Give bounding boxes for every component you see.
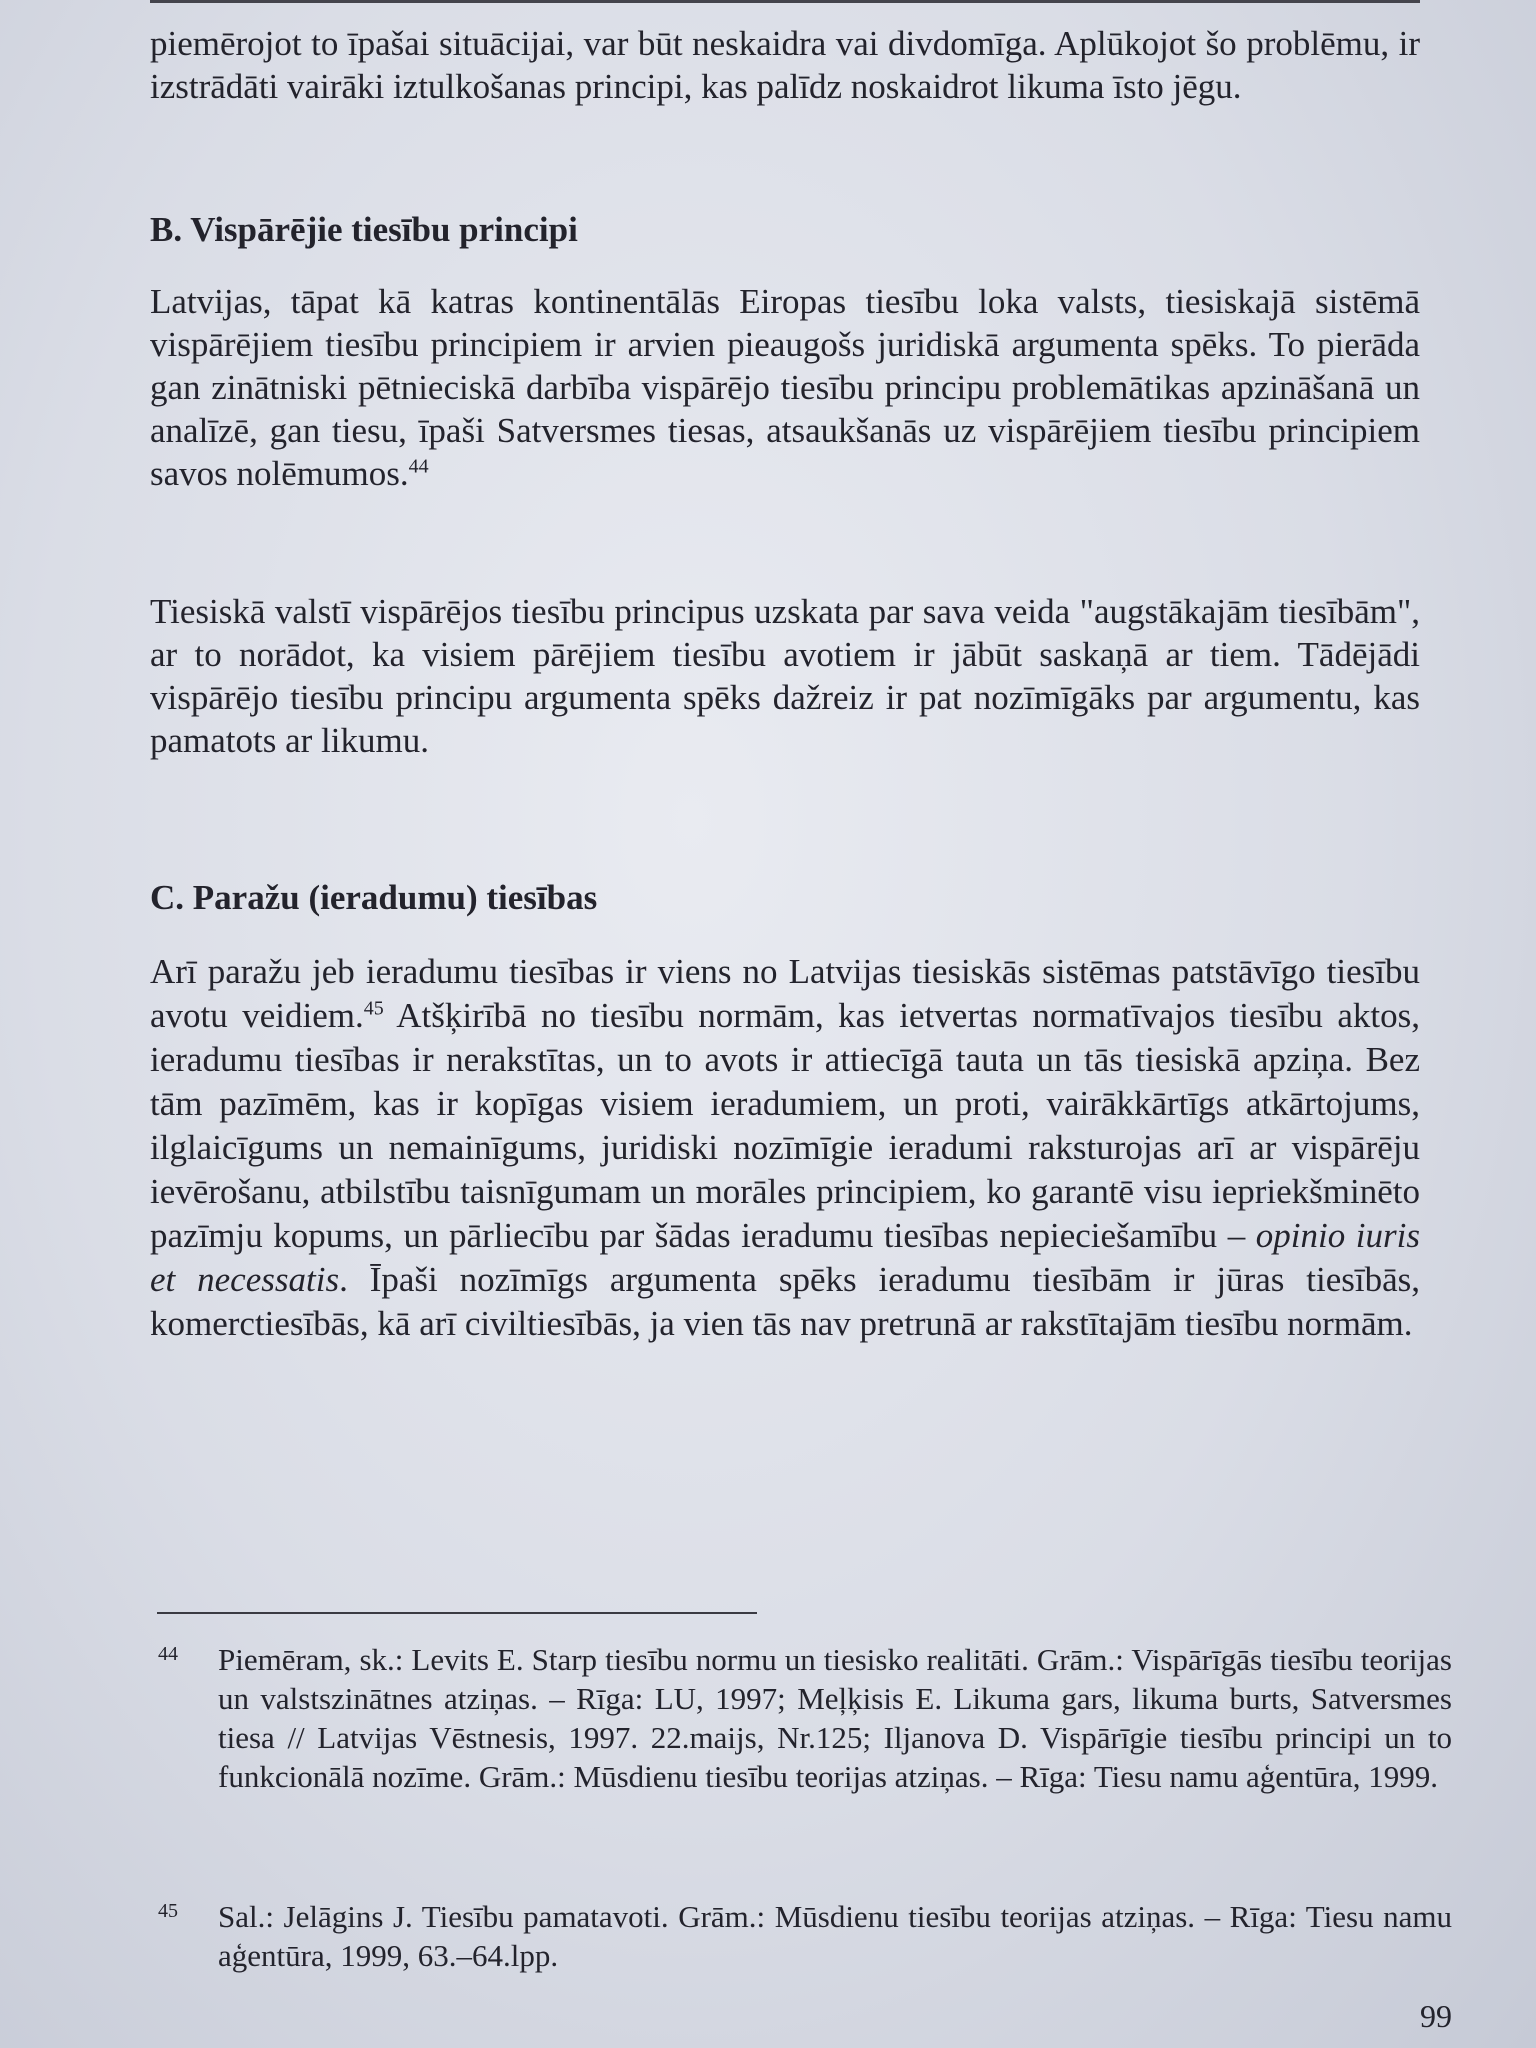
page-number: 99 [1420, 1998, 1452, 2034]
footnote-44-number: 44 [158, 1643, 178, 1665]
latin-phrase: opinio iuris et necessatis [150, 1216, 1421, 1299]
footnote-45: Sal.: Jelāgins J. Tiesību pamatavoti. Grām.: Mūsdienu tiesību teorijas atziņas. – Rīga: Tiesu namu aģentūra, 1999, 63.–64.lpp. [218, 1899, 1452, 1973]
section-c-text-b: Atšķirībā no tiesību normām, kas ietvertas normatīvajos tiesību aktos, ieradumu tiesības ir nerakstītas, un to avots ir attiecīgā tauta un tās tiesiskā apziņa. Bez tām pazīmēm, kas ir kopīgas visiem ieradumiem, un proti, vairākkārtīgs atkārtojums, ilglaicīgums un nemainīgums, juridiski nozīmīgie ieradumi raksturojas arī ar vispārēju ievērošanu, atbilstību taisnīgumam un morāles principiem, ko garantē visu iepriekšminēto pazīmju kopums, un pārliecību par šādas ieradumu tiesības nepieciešamību – [150, 996, 1420, 1255]
footnote-separator [157, 1612, 757, 1614]
footnote-45-number: 45 [158, 1900, 178, 1922]
top-rule [150, 0, 1420, 3]
section-c-text-c: . Īpaši nozīmīgs argumenta spēks ieradumu tiesībām ir jūras tiesībās, komerctiesībās, kā arī civiltiesībās, ja vien tās nav pretrunā ar rakstītajām tiesību normām. [150, 1260, 1420, 1343]
section-b-paragraph-2: Tiesiskā valstī vispārējos tiesību principus uzskata par sava veida "augstākajām tiesībām", ar to norādot, ka visiem pārējiem tiesību avotiem ir jābūt saskaņā ar tiem. Tādējādi vispārējo tiesību principu argumenta spēks dažreiz ir pat nozīmīgāks par argumentu, kas pamatots ar likumu. [150, 592, 1420, 760]
section-b-paragraph-1-text: Latvijas, tāpat kā katras kontinentālās Eiropas tiesību loka valsts, tiesiskajā sistēmā vispārējiem tiesību principiem ir arvien pieaugošs juridiskā argumenta spēks. To pierāda gan zinātniski pētnieciskā darbība vispārējo tiesību principu problemātikas apzināšanā un analīzē, gan tiesu, īpaši Satversmes tiesas, atsaukšanās uz vispārējiem tiesību principiem savos nolēmumos. [150, 282, 1420, 493]
intro-paragraph: piemērojot to īpašai situācijai, var būt neskaidra vai divdomīga. Aplūkojot šo problēmu, ir izstrādāti vairāki iztulkošanas principi, kas palīdz noskaidrot likuma īsto jēgu. [150, 24, 1420, 106]
section-c-paragraph [150, 950, 1420, 1346]
section-b-paragraph-1 [150, 280, 1420, 495]
section-b-heading: B. Vispārējie tiesību principi [150, 210, 578, 249]
footnote-44: Piemēram, sk.: Levits E. Starp tiesību normu un tiesisko realitāti. Grām.: Vispārīgās tiesību teorijas un valstszinātnes atziņas. – Rīga: LU, 1997; Meļķisis E. Likuma gars, likuma burts, Satversmes tiesa // Latvijas Vēstnesis, 1997. 22.maijs, Nr.125; Iljanova D. Vispārīgie tiesību principi un to funkcionālā nozīme. Grām.: Mūsdienu tiesību teorijas atziņas. – Rīga: Tiesu namu aģentūra, 1999. [218, 1642, 1452, 1794]
footnote-ref-45: 45 [363, 997, 384, 1020]
footnote-ref-44: 44 [408, 455, 429, 478]
section-c-text-a: Arī paražu jeb ieradumu tiesības ir viens no Latvijas tiesiskās sistēmas patstāvīgo tiesību avotu veidiem. [150, 952, 1420, 1035]
section-c-heading: C. Paražu (ieradumu) tiesības [150, 878, 598, 917]
